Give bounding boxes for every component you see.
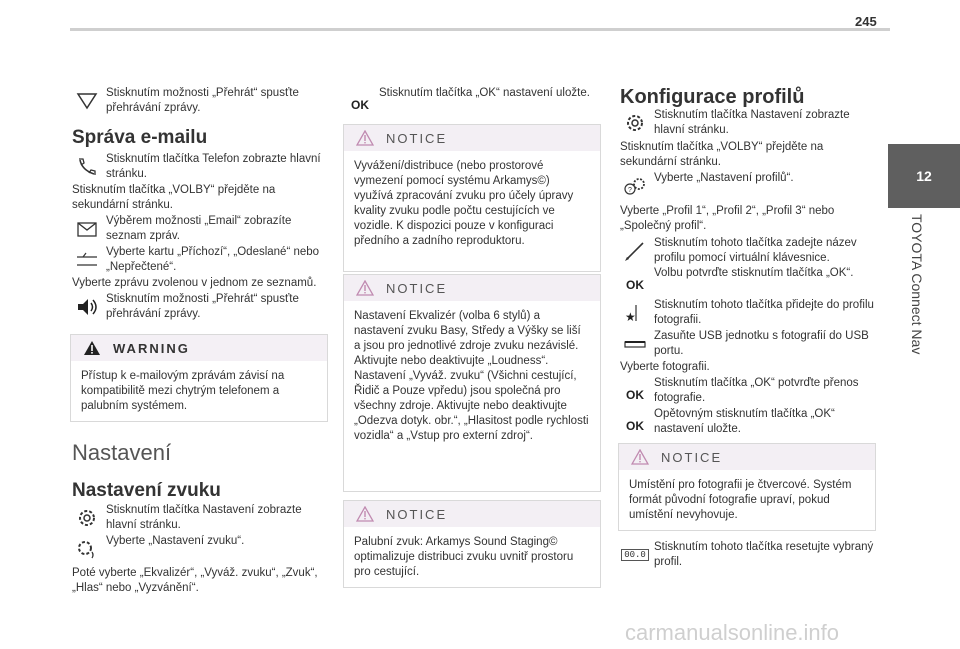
step-email-4 xyxy=(72,292,332,322)
step-email-3 xyxy=(72,245,332,275)
step-text: Stisknutím tlačítka Nastavení zobrazte hlavní stránku. xyxy=(654,109,850,136)
notice-icon xyxy=(356,506,374,522)
svg-text:★: ★ xyxy=(625,310,636,324)
step-profile-2 xyxy=(620,171,882,201)
settings-gear-icon xyxy=(72,503,102,533)
step-text: Zasuňte USB jednotku s fotografií do USB portu. xyxy=(654,330,869,357)
step-play-message xyxy=(72,86,332,116)
notice-box-2 xyxy=(343,274,601,492)
profile-text-2: Vyberte „Profil 1“, „Profil 2“, „Profil 3“ nebo „Společný profil“. xyxy=(620,205,835,232)
ok-label: OK xyxy=(626,419,644,433)
step-profile-6 xyxy=(620,329,882,359)
step-text: Stisknutím tlačítka Telefon zobrazte hlavní stránku. xyxy=(106,153,321,180)
ok-label: OK xyxy=(626,388,644,402)
step-text: Stisknutím tohoto tlačítka resetujte vybraný profil. xyxy=(654,541,874,568)
notice-box-1 xyxy=(343,124,601,272)
step-text: Výběrem možnosti „Email“ zobrazíte seznam zpráv. xyxy=(106,215,292,242)
chapter-tab[interactable]: 12 xyxy=(888,144,960,208)
step-profile-7 xyxy=(620,376,882,406)
step-text: Stisknutím tlačítka „OK“ nastavení uložte. xyxy=(379,87,590,99)
step-profile-5 xyxy=(620,298,882,328)
warning-icon xyxy=(83,340,101,356)
warning-box xyxy=(70,334,328,422)
step-text: Stisknutím tlačítka „OK“ potvrďte přenos fotografie. xyxy=(654,377,859,404)
step-email-1 xyxy=(72,152,332,182)
ok-icon xyxy=(620,266,650,292)
step-profile-reset xyxy=(620,540,882,570)
email-text-2: Vyberte zprávu zvolenou v jednom ze seznamů. xyxy=(72,277,317,289)
notice-title: NOTICE xyxy=(386,130,448,146)
reset-tag-icon xyxy=(620,540,650,570)
step-sound-1 xyxy=(72,503,332,533)
pencil-icon xyxy=(620,236,650,266)
step-text: Stisknutím možnosti „Přehrát“ spusťte přehrávání zprávy. xyxy=(106,293,299,320)
step-profile-3 xyxy=(620,236,882,266)
ok-icon xyxy=(345,86,375,112)
notice-body: Nastavení Ekvalizér (volba 6 stylů) a nastavení zvuku Basy, Středy a Výšky se liší a jsou pro jednotlivé zdroje zvuku nezávislé. Aktivujte nebo deaktivujte „Loudness“. Nastavení „Vyváž. zvuku“ (Všichni cestující, Řidič a Pouze vpředu) jsou společná pro všechny zdroje. Aktivujte nebo deaktivujte „Odezva dotyk. obr.“, „Hlasitost podle rychlosti vozidla“ a „Vstup pro externí zdroj“. xyxy=(354,310,589,442)
notice-icon xyxy=(631,449,649,465)
chapter-side-title xyxy=(883,214,960,414)
step-text: Stisknutím tohoto tlačítka přidejte do profilu fotografii. xyxy=(654,299,874,326)
warning-body: Přístup k e-mailovým zprávám závisí na kompatibilitě mezi chytrým telefonem a palubním systémem. xyxy=(81,370,285,412)
step-text: Vyberte kartu „Příchozí“, „Odeslané“ nebo „Nepřečtené“. xyxy=(106,246,320,273)
warning-header xyxy=(71,335,327,361)
chapter-title: TOYOTA Connect Nav xyxy=(909,214,925,355)
notice-title: NOTICE xyxy=(386,280,448,296)
sound-settings-icon xyxy=(72,534,102,564)
warning-title: WARNING xyxy=(113,340,190,356)
speaker-icon xyxy=(72,292,102,322)
notice-box-3 xyxy=(343,500,601,588)
step-text: Volbu potvrďte stisknutím tlačítka „OK“. xyxy=(654,267,854,279)
step-profile-4 xyxy=(620,266,882,292)
phone-icon xyxy=(72,152,102,182)
ok-label: OK xyxy=(351,98,369,112)
notice-header xyxy=(344,275,600,301)
step-text: Vyberte „Nastavení zvuku“. xyxy=(106,535,245,547)
watermark: carmanualsonline.info xyxy=(625,620,840,645)
step-text: Stisknutím tlačítka Nastavení zobrazte hlavní stránku. xyxy=(106,504,302,531)
step-text: Stisknutím možnosti „Přehrát“ spusťte přehrávání zprávy. xyxy=(106,87,299,114)
ok-icon xyxy=(620,376,650,402)
settings-heading: Nastavení xyxy=(72,440,172,465)
notice-icon xyxy=(356,130,374,146)
usb-icon xyxy=(620,329,650,359)
reset-tag: 00.0 xyxy=(621,549,649,561)
step-ok-save xyxy=(345,86,605,112)
email-heading: Správa e-mailu xyxy=(72,127,208,148)
notice-icon xyxy=(356,280,374,296)
settings-gear-icon xyxy=(620,108,650,138)
profile-text-1: Stisknutím tlačítka „VOLBY“ přejděte na sekundární stránku. xyxy=(620,141,824,168)
step-text: Vyberte „Nastavení profilů“. xyxy=(654,172,794,184)
notice-body: Palubní zvuk: Arkamys Sound Staging© optimalizuje distribuci zvuku uvnitř prostoru pro cestující. xyxy=(354,536,574,578)
step-sound-2 xyxy=(72,534,332,564)
profile-text-3: Vyberte fotografii. xyxy=(620,361,710,373)
step-text: Opětovným stisknutím tlačítka „OK“ nastavení uložte. xyxy=(654,408,835,435)
notice-box-4 xyxy=(618,443,876,531)
sound-heading: Nastavení zvuku xyxy=(72,480,221,501)
step-email-2 xyxy=(72,214,332,244)
add-photo-icon xyxy=(620,298,650,328)
step-profile-1 xyxy=(620,108,882,138)
notice-body: Umístění pro fotografii je čtvercové. Systém formát původní fotografie upraví, pokud umístění nevyhovuje. xyxy=(629,479,852,521)
notice-title: NOTICE xyxy=(661,449,723,465)
notice-header xyxy=(344,125,600,151)
profile-settings-icon xyxy=(620,171,650,201)
email-text-1: Stisknutím tlačítka „VOLBY“ přejděte na sekundární stránku. xyxy=(72,184,276,211)
email-icon xyxy=(72,214,102,244)
notice-header xyxy=(344,501,600,527)
header-rule xyxy=(70,28,890,31)
tabs-icon xyxy=(72,245,102,275)
step-profile-8 xyxy=(620,407,882,437)
page-number: 245 xyxy=(855,14,877,29)
ok-icon xyxy=(620,407,650,433)
ok-label: OK xyxy=(626,278,644,292)
step-text: Stisknutím tohoto tlačítka zadejte název profilu pomocí virtuální klávesnice. xyxy=(654,237,857,264)
notice-header xyxy=(619,444,875,470)
sound-text: Poté vyberte „Ekvalizér“, „Vyváž. zvuku“, „Zvuk“, „Hlas“ nebo „Vyzvánění“. xyxy=(72,567,318,594)
profile-heading: Konfigurace profilů xyxy=(620,86,805,108)
svg-text:?: ? xyxy=(628,187,632,194)
play-icon xyxy=(72,86,102,116)
notice-body: Vyvážení/distribuce (nebo prostorové vymezení pomocí systému Arkamys©) využívá zpracování zvuku pro účely úpravy kvality zvuku podle počtu cestujících ve vozidle. K dispozici pouze v konfiguraci předního a zadního reproduktoru. xyxy=(354,160,574,247)
notice-title: NOTICE xyxy=(386,506,448,522)
